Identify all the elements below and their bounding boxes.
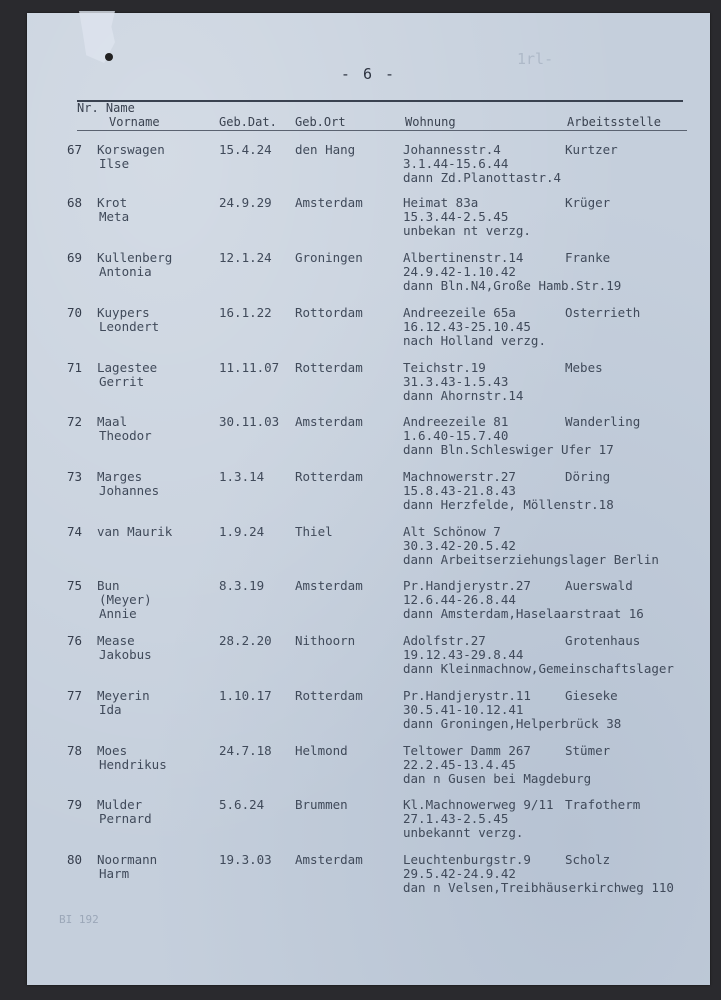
entry-address-line: unbekannt verzg. bbox=[403, 825, 524, 840]
entry-vorname: Theodor bbox=[99, 428, 152, 443]
entry-birth-date: 12.1.24 bbox=[219, 250, 272, 265]
entry-vorname: Leondert bbox=[99, 319, 160, 334]
entry-address-line: 3.1.44-15.6.44 bbox=[403, 156, 509, 171]
entry-vorname: Ilse bbox=[99, 156, 130, 171]
entry-address-line: dann Kleinmachnow,Gemeinschaftslager bbox=[403, 661, 674, 676]
entry-number: 68 bbox=[67, 195, 83, 210]
header-geb-ort: Geb.Ort bbox=[295, 115, 346, 129]
entry-address-line: Andreezeile 65a bbox=[403, 305, 516, 320]
header-nr-name: Nr. Name bbox=[77, 101, 135, 115]
entry-birth-date: 8.3.19 bbox=[219, 578, 265, 593]
entry-vorname: Antonia bbox=[99, 264, 152, 279]
entry-vorname-2: Annie bbox=[99, 606, 137, 621]
entry-employer: Mebes bbox=[565, 360, 603, 375]
entry-birth-place: den Hang bbox=[295, 142, 356, 157]
entry-birth-place: Thiel bbox=[295, 524, 333, 539]
entry-vorname: Jakobus bbox=[99, 647, 152, 662]
entry-address-line: 30.5.41-10.12.41 bbox=[403, 702, 524, 717]
entry-birth-place: Groningen bbox=[295, 250, 363, 265]
entry-birth-date: 1.3.14 bbox=[219, 469, 265, 484]
entry-birth-date: 15.4.24 bbox=[219, 142, 272, 157]
faint-corner-mark: 1rl- bbox=[517, 50, 554, 68]
entry-employer: Trafotherm bbox=[565, 797, 641, 812]
entry-employer: Döring bbox=[565, 469, 611, 484]
entry-address-line: nach Holland verzg. bbox=[403, 333, 546, 348]
entry-number: 78 bbox=[67, 743, 83, 758]
entry-address-line: dann Herzfelde, Möllenstr.18 bbox=[403, 497, 614, 512]
entry-address-line: dann Arbeitserziehungslager Berlin bbox=[403, 552, 659, 567]
entry-birth-place: Rotterdam bbox=[295, 360, 363, 375]
entry-address-line: dan n Velsen,Treibhäuserkirchweg 110 bbox=[403, 880, 674, 895]
entry-vorname: Johannes bbox=[99, 483, 160, 498]
entry-birth-place: Rotterdam bbox=[295, 688, 363, 703]
header-vorname: Vorname bbox=[109, 115, 160, 129]
entry-birth-place: Rottordam bbox=[295, 305, 363, 320]
entry-birth-date: 1.9.24 bbox=[219, 524, 265, 539]
entry-birth-place: Amsterdam bbox=[295, 414, 363, 429]
entry-birth-place: Rotterdam bbox=[295, 469, 363, 484]
entry-name: Lagestee bbox=[97, 360, 158, 375]
entry-address-line: Heimat 83a bbox=[403, 195, 479, 210]
entry-number: 69 bbox=[67, 250, 83, 265]
entry-address-line: 12.6.44-26.8.44 bbox=[403, 592, 516, 607]
entry-name: Korswagen bbox=[97, 142, 165, 157]
entry-address-line: 24.9.42-1.10.42 bbox=[403, 264, 516, 279]
entry-vorname: Ida bbox=[99, 702, 122, 717]
entry-name: Kuypers bbox=[97, 305, 150, 320]
entry-birth-place: Amsterdam bbox=[295, 195, 363, 210]
entry-name: Marges bbox=[97, 469, 143, 484]
entry-address-line: 1.6.40-15.7.40 bbox=[403, 428, 509, 443]
entry-number: 76 bbox=[67, 633, 83, 648]
entry-name: Mease bbox=[97, 633, 135, 648]
header-rule-under bbox=[77, 130, 687, 131]
entry-address-line: 15.3.44-2.5.45 bbox=[403, 209, 509, 224]
entry-employer: Krüger bbox=[565, 195, 611, 210]
entry-number: 70 bbox=[67, 305, 83, 320]
entry-address-line: dann Amsterdam,Haselaarstraat 16 bbox=[403, 606, 644, 621]
punch-hole bbox=[105, 53, 113, 61]
entry-address-line: Adolfstr.27 bbox=[403, 633, 486, 648]
entry-number: 75 bbox=[67, 578, 83, 593]
entry-vorname: Gerrit bbox=[99, 374, 145, 389]
entry-address-line: Machnowerstr.27 bbox=[403, 469, 516, 484]
entry-birth-place: Amsterdam bbox=[295, 578, 363, 593]
entry-name: Kullenberg bbox=[97, 250, 173, 265]
entry-address-line: dan n Gusen bei Magdeburg bbox=[403, 771, 592, 786]
entry-number: 71 bbox=[67, 360, 83, 375]
entry-address-line: dann Bln.Schleswiger Ufer 17 bbox=[403, 442, 614, 457]
footnote-mark: BI 192 bbox=[59, 913, 99, 926]
entry-address-line: unbekan nt verzg. bbox=[403, 223, 531, 238]
entry-vorname: (Meyer) bbox=[99, 592, 152, 607]
entry-employer: Kurtzer bbox=[565, 142, 618, 157]
entry-birth-date: 24.9.29 bbox=[219, 195, 272, 210]
entry-birth-date: 28.2.20 bbox=[219, 633, 272, 648]
entry-employer: Grotenhaus bbox=[565, 633, 641, 648]
entry-employer: Franke bbox=[565, 250, 611, 265]
entry-birth-date: 5.6.24 bbox=[219, 797, 265, 812]
entry-address-line: Andreezeile 81 bbox=[403, 414, 509, 429]
entry-birth-place: Brummen bbox=[295, 797, 348, 812]
entry-number: 72 bbox=[67, 414, 83, 429]
entry-name: Meyerin bbox=[97, 688, 150, 703]
entry-number: 80 bbox=[67, 852, 83, 867]
entry-name: Maal bbox=[97, 414, 128, 429]
entry-address-line: 22.2.45-13.4.45 bbox=[403, 757, 516, 772]
entry-name: Mulder bbox=[97, 797, 143, 812]
entry-address-line: Teichstr.19 bbox=[403, 360, 486, 375]
entry-address-line: Pr.Handjerystr.11 bbox=[403, 688, 531, 703]
entry-vorname: Harm bbox=[99, 866, 130, 881]
entry-employer: Scholz bbox=[565, 852, 611, 867]
entry-employer: Gieseke bbox=[565, 688, 618, 703]
entry-employer: Osterrieth bbox=[565, 305, 641, 320]
header-rule-top bbox=[77, 100, 683, 102]
entry-employer: Stümer bbox=[565, 743, 611, 758]
entry-vorname: Meta bbox=[99, 209, 130, 224]
document-page bbox=[27, 13, 710, 985]
entry-address-line: 29.5.42-24.9.42 bbox=[403, 866, 516, 881]
entry-birth-date: 11.11.07 bbox=[219, 360, 280, 375]
entry-name: Noormann bbox=[97, 852, 158, 867]
entry-birth-date: 19.3.03 bbox=[219, 852, 272, 867]
entry-address-line: dann Bln.N4,Große Hamb.Str.19 bbox=[403, 278, 622, 293]
entry-name: Krot bbox=[97, 195, 128, 210]
entry-vorname: Hendrikus bbox=[99, 757, 167, 772]
header-wohnung: Wohnung bbox=[405, 115, 456, 129]
page-number: - 6 - bbox=[340, 65, 397, 83]
entry-name: Moes bbox=[97, 743, 128, 758]
entry-birth-date: 1.10.17 bbox=[219, 688, 272, 703]
entry-address-line: dann Ahornstr.14 bbox=[403, 388, 524, 403]
entry-birth-place: Nithoorn bbox=[295, 633, 356, 648]
entry-address-line: 15.8.43-21.8.43 bbox=[403, 483, 516, 498]
entry-birth-date: 24.7.18 bbox=[219, 743, 272, 758]
entry-address-line: 16.12.43-25.10.45 bbox=[403, 319, 531, 334]
entry-address-line: 31.3.43-1.5.43 bbox=[403, 374, 509, 389]
entry-address-line: Leuchtenburgstr.9 bbox=[403, 852, 531, 867]
entry-birth-place: Helmond bbox=[295, 743, 348, 758]
entry-employer: Auerswald bbox=[565, 578, 633, 593]
entry-address-line: Albertinenstr.14 bbox=[403, 250, 524, 265]
entry-address-line: Teltower Damm 267 bbox=[403, 743, 531, 758]
entry-number: 67 bbox=[67, 142, 83, 157]
header-geb-dat: Geb.Dat. bbox=[219, 115, 277, 129]
entry-birth-date: 16.1.22 bbox=[219, 305, 272, 320]
entry-employer: Wanderling bbox=[565, 414, 641, 429]
entry-address-line: Johannesstr.4 bbox=[403, 142, 501, 157]
entry-vorname: Pernard bbox=[99, 811, 152, 826]
entry-birth-date: 30.11.03 bbox=[219, 414, 280, 429]
entry-address-line: dann Groningen,Helperbrück 38 bbox=[403, 716, 622, 731]
entry-name: van Maurik bbox=[97, 524, 173, 539]
entry-address-line: Kl.Machnowerweg 9/11 bbox=[403, 797, 554, 812]
entry-number: 79 bbox=[67, 797, 83, 812]
header-arbeitsstelle: Arbeitsstelle bbox=[567, 115, 661, 129]
entry-address-line: Alt Schönow 7 bbox=[403, 524, 501, 539]
entry-address-line: dann Zd.Planottastr.4 bbox=[403, 170, 562, 185]
entry-address-line: 19.12.43-29.8.44 bbox=[403, 647, 524, 662]
entry-name: Bun bbox=[97, 578, 120, 593]
entry-number: 74 bbox=[67, 524, 83, 539]
entry-address-line: 27.1.43-2.5.45 bbox=[403, 811, 509, 826]
entry-number: 77 bbox=[67, 688, 83, 703]
entry-address-line: Pr.Handjerystr.27 bbox=[403, 578, 531, 593]
entry-number: 73 bbox=[67, 469, 83, 484]
entry-birth-place: Amsterdam bbox=[295, 852, 363, 867]
entry-address-line: 30.3.42-20.5.42 bbox=[403, 538, 516, 553]
